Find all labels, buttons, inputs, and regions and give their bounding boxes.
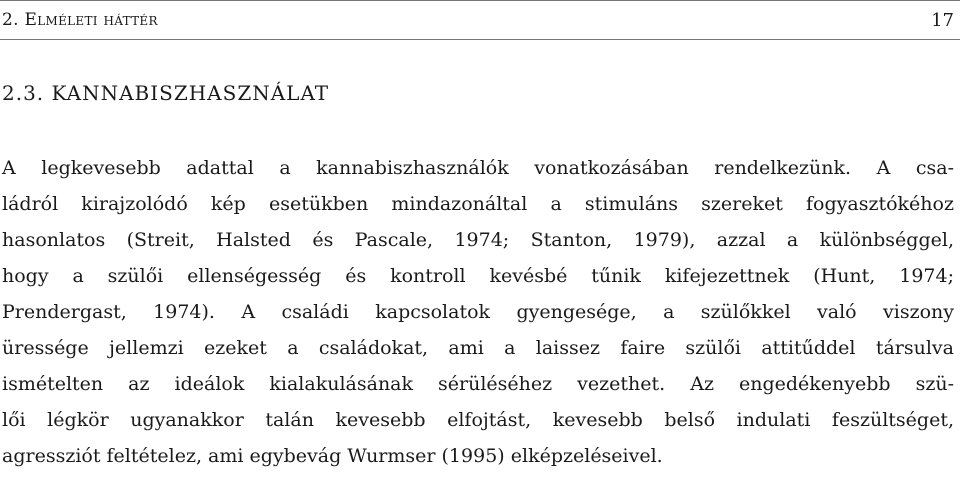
chapter-title: 2. Elméleti háttér <box>2 10 158 30</box>
paragraph-line: üressége jellemzi ezeket a családokat, ami a laissez faire szülői attitűddel társulva <box>2 337 954 359</box>
paragraph-line: lői légkör ugyanakkor talán kevesebb elfojtást, kevesebb belső indulati feszültséget, <box>2 409 954 431</box>
paragraph-line: hasonlatos (Streit, Halsted és Pascale, 1974; Stanton, 1979), azzal a különbséggel, <box>2 229 954 251</box>
paragraph-line: ismételten az ideálok kialakulásának sérüléséhez vezethet. Az engedékenyebb szü- <box>2 373 954 395</box>
paragraph-line: Prendergast, 1974). A családi kapcsolatok gyengesége, a szülőkkel való viszony <box>2 301 954 323</box>
paragraph-line: A legkevesebb adattal a kannabiszhasználók vonatkozásában rendelkezünk. A csa- <box>2 157 954 179</box>
page-number: 17 <box>931 10 954 31</box>
paragraph-line: agressziót feltételez, ami egybevág Wurmser (1995) elképzeléseivel. <box>2 445 663 467</box>
paragraph-line: ládról kirajzolódó kép esetükben mindazonáltal a stimuláns szereket fogyasztókéhoz <box>2 193 954 215</box>
section-heading: 2.3. KANNABISZHASZNÁLAT <box>2 81 330 105</box>
paragraph-line: hogy a szülői ellenségesség és kontroll kevésbé tűnik kifejezettnek (Hunt, 1974; <box>2 265 954 287</box>
running-header <box>0 0 960 40</box>
body-paragraph <box>2 150 954 474</box>
